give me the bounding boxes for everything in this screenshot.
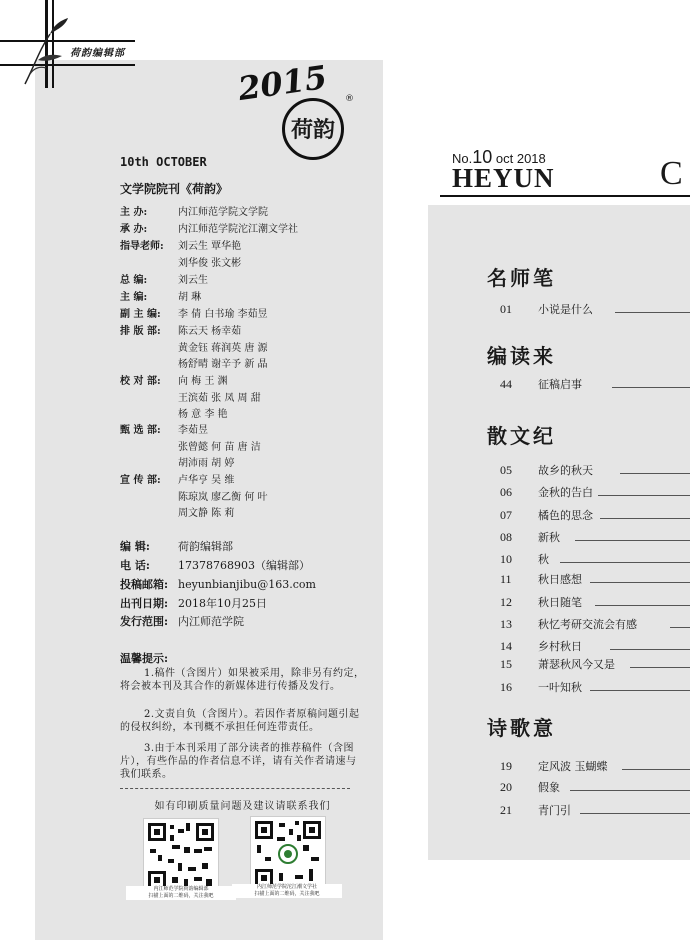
qr-caption-hint: 扫描上面的二维码，关注我吧 — [254, 891, 320, 897]
toc-page: 01 — [500, 302, 512, 316]
contact-value: 荷韵编辑部 — [178, 540, 233, 553]
qr-caption-title: 内江师范学院荷韵编辑部 — [153, 886, 209, 892]
toc-page: 19 — [500, 759, 512, 773]
toc-item[interactable] — [500, 529, 690, 545]
contact-row — [120, 613, 244, 629]
toc-item[interactable] — [500, 802, 690, 818]
date-value: 2018年10月25日 — [178, 597, 267, 610]
toc-leader — [620, 473, 690, 474]
phone-value: 17378768903（编辑部） — [178, 559, 310, 572]
toc-leader — [560, 562, 690, 563]
toc-title: 新秋 — [538, 531, 560, 544]
staff-names: 李 倩 白书瑜 李茹昱 — [178, 309, 268, 320]
staff-row-cont: 胡沛雨 胡 婷 — [178, 458, 235, 469]
toc-leader — [612, 387, 690, 388]
toc-page: 20 — [500, 780, 512, 794]
toc-page: 21 — [500, 803, 512, 817]
contact-value: 内江师范学院 — [178, 615, 244, 628]
toc-page: 06 — [500, 485, 512, 499]
staff-row-cont: 杨舒晴 谢辛予 新 晶 — [178, 359, 268, 370]
staff-role: 校 对 部: — [120, 376, 161, 387]
toc-item[interactable] — [500, 758, 690, 774]
staff-row — [120, 326, 241, 338]
toc-title: 小说是什么 — [538, 303, 593, 316]
contents-initial: C — [660, 155, 683, 192]
staff-names: 刘云生 — [178, 275, 208, 286]
toc-page: 16 — [500, 680, 512, 694]
staff-row — [120, 224, 298, 236]
contact-row — [120, 576, 316, 592]
toc-leader — [575, 540, 690, 541]
toc-title: 乡村秋日 — [538, 640, 582, 653]
toc-leader — [580, 813, 690, 814]
toc-title: 秋日感想 — [538, 573, 582, 586]
toc-item[interactable] — [500, 594, 690, 610]
contact-label: 电 话: — [120, 559, 150, 572]
staff-row — [120, 241, 241, 253]
staff-names: 李茹昱 — [178, 425, 208, 436]
header-rule — [440, 195, 690, 197]
section-title: 名师笔 — [487, 266, 556, 290]
toc-title: 橘色的思念 — [538, 509, 593, 522]
toc-item[interactable] — [500, 571, 690, 587]
qr-code — [143, 818, 219, 894]
toc-title: 征稿启事 — [538, 378, 582, 391]
staff-row-cont: 张曾懿 何 苗 唐 洁 — [178, 442, 261, 453]
staff-row-cont: 刘华俊 张文彬 — [178, 258, 242, 269]
toc-title: 萧瑟秋风今又是 — [538, 658, 615, 671]
staff-row-cont: 周文静 陈 莉 — [178, 508, 235, 519]
qr-caption — [126, 886, 236, 900]
staff-names: 内江师范学院沱江潮文学社 — [178, 224, 298, 235]
logo-year: 2015 — [235, 57, 330, 109]
logo-name: 荷韵 — [290, 117, 335, 143]
staff-role: 主 办: — [120, 207, 148, 218]
toc-leader — [600, 518, 690, 519]
qr-caption-title: 内江师范学院沱江潮文学社 — [256, 884, 317, 890]
staff-row-cont: 杨 意 李 艳 — [178, 409, 228, 420]
toc-item[interactable] — [500, 551, 690, 567]
issue-line: 10th OCTOBER — [120, 155, 207, 169]
toc-page: 13 — [500, 617, 512, 631]
toc-leader — [590, 582, 690, 583]
section-title: 编读来 — [487, 344, 556, 368]
lotus-ink-icon — [20, 14, 70, 86]
email-value: heyunbianjibu@163.com — [178, 578, 316, 591]
toc-item[interactable] — [500, 507, 690, 523]
contact-row — [120, 595, 267, 611]
toc-page: 05 — [500, 463, 512, 477]
toc-page: 11 — [500, 572, 512, 586]
staff-names: 内江师范学院文学院 — [178, 207, 268, 218]
section-title: 诗歌意 — [487, 716, 556, 740]
staff-role: 宣 传 部: — [120, 475, 161, 486]
staff-row — [120, 376, 228, 388]
toc-leader — [622, 769, 690, 770]
toc-title: 秋日随笔 — [538, 596, 582, 609]
staff-row-cont: 黄金钰 蒋润英 唐 源 — [178, 343, 268, 354]
toc-leader — [615, 312, 690, 313]
staff-row — [120, 207, 268, 219]
issue-no-value: 10 — [472, 147, 493, 167]
staff-role: 甄 选 部: — [120, 425, 161, 436]
staff-role: 排 版 部: — [120, 326, 161, 337]
toc-item[interactable] — [500, 376, 690, 392]
staff-role: 总 编: — [120, 275, 148, 286]
toc-title: 一叶知秋 — [538, 681, 582, 694]
toc-leader — [570, 790, 690, 791]
toc-page: 12 — [500, 595, 512, 609]
section-title: 散文纪 — [487, 424, 556, 448]
toc-title: 定风波 玉蝴蝶 — [538, 760, 608, 773]
toc-item[interactable] — [500, 638, 690, 654]
toc-item[interactable] — [500, 616, 690, 632]
notice-item: 3.由于本刊采用了部分读者的推荐稿件（含图片），有些作品的作者信息不详，请有关作者请速与我们联系。 — [120, 743, 357, 780]
staff-role: 指导老师: — [120, 241, 164, 252]
contact-label: 出刊日期: — [120, 597, 169, 610]
staff-names: 胡 琳 — [178, 292, 202, 303]
toc-page: 08 — [500, 530, 512, 544]
staff-role: 副 主 编: — [120, 309, 161, 320]
staff-row-cont: 王滨茹 张 凤 周 甜 — [178, 393, 261, 404]
toc-title: 秋 — [538, 553, 549, 566]
notice-item: 1.稿件（含图片）如果被采用，除非另有约定，将会被本刊及其合作的新媒体进行传播及发行。 — [120, 668, 365, 692]
toc-page: 10 — [500, 552, 512, 566]
toc-leader — [670, 627, 690, 628]
toc-page: 44 — [500, 377, 512, 391]
issue-date: oct 2018 — [495, 151, 546, 166]
journal-title: 文学院院刊《荷韵》 — [120, 182, 229, 196]
staff-names: 卢华亨 吴 维 — [178, 475, 235, 486]
staff-row — [120, 309, 268, 321]
toc-leader — [630, 667, 690, 668]
toc-item[interactable] — [500, 484, 690, 500]
staff-names: 刘云生 覃华艳 — [178, 241, 242, 252]
qr-caption-hint: 扫描上面的二维码，关注我吧 — [148, 893, 214, 899]
magazine-title: HEYUN — [452, 163, 555, 193]
toc-item[interactable] — [500, 462, 690, 478]
toc-title: 金秋的告白 — [538, 486, 593, 499]
toc-leader — [598, 495, 690, 496]
toc-title: 秋忆考研交流会有感 — [538, 618, 637, 631]
toc-title: 故乡的秋天 — [538, 464, 593, 477]
issue-no-label: No. — [452, 151, 473, 166]
toc-page: 15 — [500, 657, 512, 671]
divider — [120, 788, 350, 789]
toc-item[interactable] — [500, 779, 690, 795]
staff-row — [120, 275, 208, 287]
brand-mark: 荷韵编辑部 — [70, 48, 125, 59]
staff-row-cont: 陈琼岚 廖乙衡 何 叶 — [178, 492, 268, 503]
notice-item: 2.文责自负（含图片）。若因作者原稿问题引起的侵权纠纷，本刊概不承担任何连带责任。 — [120, 709, 360, 733]
qr-code — [250, 816, 326, 892]
staff-role: 承 办: — [120, 224, 148, 235]
staff-names: 向 梅 王 渊 — [178, 376, 228, 387]
registered-icon: ® — [345, 94, 354, 104]
contact-label: 投稿邮箱: — [120, 578, 169, 591]
toc-item[interactable] — [500, 656, 690, 672]
notice-title: 温馨提示: — [120, 652, 169, 665]
staff-row — [120, 425, 208, 437]
toc-page: 07 — [500, 508, 512, 522]
staff-row — [120, 475, 234, 487]
toc-leader — [590, 690, 690, 691]
contact-row — [120, 557, 310, 573]
contact-note: 如有印刷质量问题及建议请联系我们 — [154, 801, 331, 812]
toc-title: 青门引 — [538, 804, 571, 817]
staff-row — [120, 292, 201, 304]
toc-item[interactable] — [500, 301, 690, 317]
toc-leader — [595, 605, 690, 606]
contact-label: 编 辑: — [120, 540, 150, 553]
qr-caption — [232, 884, 342, 898]
contact-row — [120, 538, 233, 554]
toc-item[interactable] — [500, 679, 690, 695]
contact-label: 发行范围: — [120, 615, 169, 628]
toc-page: 14 — [500, 639, 512, 653]
staff-role: 主 编: — [120, 292, 148, 303]
toc-leader — [610, 649, 690, 650]
staff-names: 陈云天 杨幸茹 — [178, 326, 242, 337]
toc-title: 假象 — [538, 781, 560, 794]
